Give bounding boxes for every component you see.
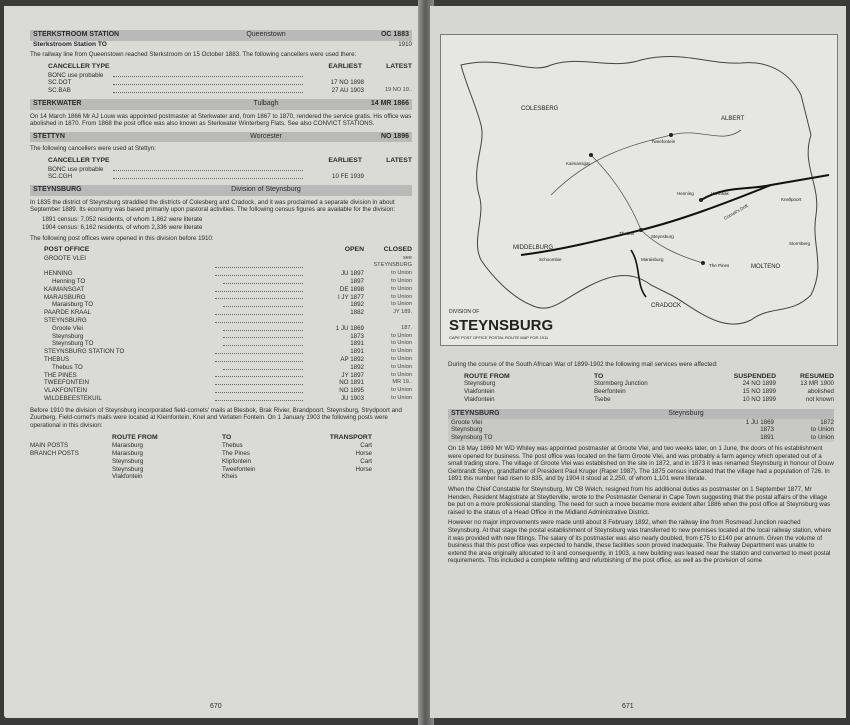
dot-leader [223,333,303,339]
map-label: CRADOCK [651,303,682,309]
table-row [30,379,412,387]
office-open: NO 1895 [339,387,364,395]
office-closed: to Union [391,301,412,308]
steynsburg-district: Division of Steynsburg [231,186,301,194]
office-open: 1 JU 1869 [335,324,364,332]
route-kind [30,466,112,474]
canceller-type: SC.BAB [48,87,71,95]
map-label: MIDDELBURG [513,245,554,251]
table-row [30,79,412,87]
office-closed: to Union [391,332,412,339]
office-closed: see STEYNSBURG [373,254,412,269]
latest-value [364,72,412,80]
earliest-value: 10 FE 1939 [332,173,364,181]
map-label: Henning [677,191,694,196]
office-name: Groote Vlei [52,324,83,332]
office-name: KAIMANSGAT [44,285,85,293]
office-closed: to Union [391,270,412,277]
route-transport: Cart [360,457,372,465]
map-label: COLESBERG [521,106,559,112]
steynsburg-intro: The following post offices were opened in this division before 1910: [30,234,214,242]
sterkwater-heading [30,99,412,110]
sterkstroom-rows [30,72,412,95]
office-open: 1891 [350,340,364,348]
earliest-header: EARLIEST [328,156,362,164]
office-name: Thebus TO [52,363,83,371]
stettyn-district: Worcester [250,132,282,140]
route-from: Maraisburg [112,442,143,450]
railway-line [521,175,829,255]
box-opened: 1873 [760,426,774,434]
table-row [448,396,834,404]
route-from: Vlakfontein [112,473,143,481]
sterkstroom-name: STERKSTROOM STATION [33,31,120,38]
steynsburg-box-rows [448,419,834,442]
steynsburg-box-district: Steynsburg [668,409,704,417]
box-opened: 1 JU 1869 [745,418,774,426]
before-1910-note: Before 1910 the division of Steynsburg incorporated field-cornets' mails at Blesbok, Brak Rivier, Brandpoort, Steynsburg, Strydpoort and Zuurberg. Field-cornet's mails were located at Kleinfontein, Knel and Verlaten Fontein. On 1 January 1903 the following posts were operational in this division: [30,406,402,430]
war-header [448,373,834,381]
table-row [448,434,834,442]
war-note: During the course of the South African War of 1899-1902 the following mail services were affected: [448,361,718,368]
steynsburg-note: In 1835 the district of Steynsburg straddled the districts of Colesberg and Cradock, and it was proclaimed a separate division in about September 1889. Its economy was based primarily upon pastoral activities. The following census figures are available for the division: [30,198,396,214]
office-closed: to Union [391,356,412,363]
office-name: MARAISBURG [44,293,86,301]
box-closed: 1872 [820,418,834,426]
table-row [30,270,412,278]
map-division-label: DIVISION OF [449,309,480,315]
office-closed: to Union [391,371,412,378]
war-from-header: ROUTE FROM [464,372,510,380]
route-kind [30,473,112,481]
war-suspended: 10 NO 1899 [742,395,776,403]
office-name: Steynsburg TO [52,340,94,348]
table-row [30,301,412,309]
office-open: NO 1891 [339,379,364,387]
post-office-list [30,255,412,403]
office-closed: to Union [391,387,412,394]
table-row [30,333,412,341]
war-suspended-header: SUSPENDED [733,372,776,380]
office-name: VLAKFONTEIN [44,387,87,395]
office-closed: to Union [391,395,412,402]
sterkstroom-heading [30,30,412,41]
history-para-1: On 18 May 1869 Mr WD Whiley was appointed postmaster at Groote Vlei, and two weeks later, on 1 June, the doors of his establishment were opened for business. The post office was located on the farm Groote Vlei, and was probably a farm agency which operated out of a small trading store. The village of Groote Vlei was established on the site in 1872, and in 1873 it was renamed Steynsburg in honour of Douw Gerbrandt Steyn, grandfather of President Paul Kruger (Raper 1987). The 1875 census indicated that the village had a population of 726. In 1891 this number had risen to 835, and by 1904 it stood at 2,250, of whom 1,101 were literate. [448,444,834,483]
dot-leader [215,387,303,393]
routes-list [30,442,412,481]
canceller-type-header: CANCELLER TYPE [48,156,110,164]
office-closed: to Union [391,293,412,300]
office-open: 1891 [350,348,364,356]
office-open: 1873 [350,332,364,340]
table-row [30,87,412,95]
earliest-value [306,166,364,174]
sterkwater-note: On 14 March 1866 Mr AJ Louw was appointed postmaster at Sterkwater and, from 1867 to 1870, rendered the service gratis. His office was abolished in 1870. From 1868 the post office was also known as Sterkwater Winterberg Flats. See also CONVICT STATIONS. [30,112,412,128]
office-open [306,317,364,325]
office-name: Steynsburg [52,332,84,340]
earliest-header: EARLIEST [328,62,362,70]
left-page-number: 670 [210,703,222,710]
route-map [440,34,838,346]
dot-leader [215,356,303,362]
office-name: WILDEBEESTEKUIL [44,395,102,403]
office-open: 1882 [350,309,364,317]
map-label: Steynsburg [651,234,674,239]
stettyn-heading [30,132,412,143]
map-label: Kaimansgat [566,161,590,166]
office-open [306,255,364,271]
steynsburg-name: STEYNSBURG [33,186,82,194]
dot-leader [215,379,303,385]
table-row [30,166,412,174]
dot-leader [223,340,303,346]
office-open: AP 1892 [340,356,364,364]
box-closed: to Union [810,434,834,442]
table-row [448,388,834,396]
post-office-header [30,246,412,255]
routes-header [30,434,412,443]
map-label: Knellpoort [781,197,802,202]
office-open: I JY 1877 [337,293,364,301]
sterkwater-district: Tulbagh [253,99,279,107]
latest-header: LATEST [386,156,412,164]
table-row [30,356,412,364]
war-resumed: 13 MR 1900 [800,380,834,388]
route-from: Maraisburg [112,450,143,457]
table-row [30,340,412,348]
war-resumed: not known [805,395,834,403]
table-row [448,426,834,434]
map-label: Cornell's Drift [723,203,749,221]
box-name: Groote Vlei [451,418,482,426]
sterkstroom-district: Queenstown [246,31,286,38]
table-row [30,325,412,333]
stettyn-canceller-header [30,157,412,166]
table-row [30,466,412,474]
route-transport: Horse [355,450,372,457]
route-from: Steynsburg [112,457,144,465]
map-svg [441,35,837,345]
box-name: Steynsburg TO [451,434,493,442]
map-label: Vermaak [711,191,729,196]
office-closed: to Union [391,285,412,292]
office-name: THEBUS [44,356,70,364]
canceller-type-header: CANCELLER TYPE [48,62,110,70]
route-to: The Pines [222,450,250,457]
canceller-type: BONC use probable [48,165,104,173]
place-marker [669,133,673,137]
office-open: DE 1898 [339,285,364,293]
office-open: JU 1897 [340,270,364,278]
dot-leader [215,395,303,401]
place-marker [701,261,705,265]
war-resumed-header: RESUMED [800,372,834,380]
stettyn-name: STETTYN [33,132,65,140]
right-page [430,6,846,718]
sterkstroom-note: The railway line from Queenstown reached Sterkstroom on 15 October 1883. The following cancellers were used there: [30,51,357,59]
steynsburg-heading [30,185,412,196]
route-to: Tweefontein [222,465,256,473]
war-from: Vlakfontein [464,395,495,403]
table-row [30,442,412,450]
war-to: Beerfontein [594,388,626,396]
dot-leader [215,309,303,315]
dot-leader [223,364,303,370]
route-from-header: ROUTE FROM [112,433,158,441]
dot-leader [215,255,303,269]
route-transport: Cart [360,442,372,450]
box-opened: 1891 [760,434,774,442]
office-closed [364,317,412,325]
route-to: Klipfontein [222,457,251,465]
sterkstroom-alt: Sterkstroom Station TO [33,40,107,48]
sterkstroom-canceller-header [30,63,412,72]
latest-value [364,79,412,87]
war-to: Tsebe [594,395,611,403]
table-row [30,473,412,481]
history-para-3: However no major improvements were made until about 8 February 1892, when the railway line from Rosmead Junction reached Steynsburg. At that stage the postal establishment of Steynsburg was transferred to new premises located at the local railway station, where it was provided with new fittings. The salary of its postmaster was also nearly doubled, from £75 to £140 per annum. Given the volume of business that this post office was expected to handle, these facilities soon proved inadequate. The Railway Department was unable to extend the area originally allocated to it and consequently, in 1903, a new building was leased near the station and converted to meet postal requirements. This included a complete refitting and refurbishing of the post office, as well as the provision of some [448,519,832,565]
office-closed: MR 19.. [392,379,412,386]
po-header: POST OFFICE [44,246,90,254]
map-label: ALBERT [721,116,745,122]
transport-header: TRANSPORT [329,433,372,441]
place-marker [639,228,643,232]
war-to: Stormberg Junction [594,380,648,388]
table-row [448,380,834,388]
table-row [30,450,412,458]
table-row [30,395,412,403]
table-row [30,458,412,466]
war-from: Steynsburg [464,380,496,388]
latest-value: 19 NO 19.. [384,87,412,94]
census-1891: 1891 census: 7,052 residents, of whom 1,862 were literate [42,215,203,223]
steynsburg-box-heading [448,409,834,419]
office-closed: 187. [401,324,412,331]
earliest-value [306,72,364,80]
right-page-content [448,358,834,567]
office-closed: to Union [391,348,412,355]
office-open: JU 1903 [340,395,364,403]
dot-leader [215,317,303,323]
latest-header: LATEST [386,62,412,70]
dot-leader [215,286,303,292]
table-row [448,419,834,427]
dot-leader [215,270,303,276]
map-label: MOLTENO [751,264,781,270]
table-row [30,294,412,302]
route-to: Kheis [222,473,238,481]
map-label: Maraisburg [641,257,664,262]
table-row [30,255,412,271]
table-row [30,317,412,325]
office-name: Henning TO [52,278,86,286]
office-name: TWEEFONTEIN [44,379,90,387]
table-row [30,364,412,372]
box-closed: to Union [810,426,834,434]
right-page-number: 671 [622,703,634,710]
route-transport: Horse [355,465,372,473]
table-row [30,372,412,380]
earliest-value: 17 NO 1898 [330,79,364,87]
route-from: Steynsburg [112,465,144,473]
route-to-header: TO [222,433,232,441]
earliest-value: 27 AU 1903 [331,87,364,95]
war-to-header: TO [594,372,604,380]
war-resumed: abolished [807,388,834,396]
map-label: Thebus [619,231,635,236]
office-name: Maraisburg TO [52,301,94,309]
table-row [30,309,412,317]
route-line [591,155,703,263]
office-open: JY 1897 [341,371,364,379]
sterkstroom-date-2: 1910 [398,40,412,48]
sterkwater-date: 14 MR 1866 [370,99,409,107]
open-header: OPEN [344,246,364,254]
box-name: Steynsburg [451,426,483,434]
office-open: 1892 [350,363,364,371]
office-name: STEYNSBURG STATION TO [44,348,125,356]
map-subtitle: CAPE POST OFFICE POSTAL ROUTE MAP FOR 1911 [449,335,549,340]
table-row [30,286,412,294]
table-row [30,387,412,395]
map-label: Stormberg [789,241,811,246]
dot-leader [215,372,303,378]
stettyn-date: NO 1896 [380,132,409,140]
office-closed: to Union [391,278,412,285]
sterkstroom-alt-row [30,41,412,49]
closed-header: CLOSED [383,246,412,254]
steynsburg-box-name: STEYNSBURG [451,409,500,417]
table-row [30,278,412,286]
canceller-type: SC.CGH [48,173,73,181]
office-name: HENNING [44,270,73,278]
place-marker [699,198,703,202]
table-row [30,72,412,80]
route-kind: BRANCH POSTS [30,450,79,457]
office-closed: JY 189. [393,309,412,316]
table-row [30,348,412,356]
canceller-type: SC.DOT [48,79,72,87]
dot-leader [223,278,303,284]
map-label: The Pines [709,263,730,268]
office-name: GROOTE VLEI [44,254,86,262]
office-open: 1897 [350,278,364,286]
map-title: STEYNSBURG [449,317,554,334]
dot-leader [223,325,303,331]
route-transport [312,473,372,481]
office-name: THE PINES [44,371,77,379]
sterkstroom-date: OC 1883 [380,31,409,38]
dot-leader [215,294,303,300]
war-from: Vlakfontein [464,388,495,396]
war-suspended: 15 NO 1899 [742,388,776,396]
table-row [30,173,412,181]
office-name: STEYNSBURG [44,317,87,325]
office-name: PAARDE KRAAL [44,309,91,317]
history-para-2: When the Chief Constable for Steynsburg, Mr CB Welch, resigned from his additional duties as postmaster on 1 September 1877, Mr Henden, Resident Magistrate at Steytlerville, wrote to the Postmaster General in Cape Town suggesting that the postal affairs of the village be put on a more professional standing. The need for such a move became more evident after 1886 when the post office at Steynsburg was raised to the status of a Head Office in the Midland Administrative District. [448,485,831,516]
route-kind [30,458,112,466]
map-label: Tweefontein [651,139,676,144]
office-open: 1892 [350,301,364,309]
left-page [4,6,422,718]
place-marker [589,153,593,157]
office-closed: to Union [391,340,412,347]
left-page-content [30,26,412,481]
map-label: Schoombie [539,257,562,262]
office-closed: to Union [391,363,412,370]
canceller-type: BONC use probable [48,71,104,79]
route-kind: MAIN POSTS [30,442,69,450]
dot-leader [215,348,303,354]
dot-leader [223,301,303,307]
stettyn-note: The following cancellers were used at Stettyn: [30,145,156,153]
route-to: Thebus [222,442,243,450]
census-1904: 1904 census: 6,162 residents, of whom 2,336 were literate [42,223,203,231]
war-suspended: 24 NO 1899 [742,380,776,388]
war-rows [448,380,834,403]
sterkwater-name: STERKWATER [33,99,82,107]
